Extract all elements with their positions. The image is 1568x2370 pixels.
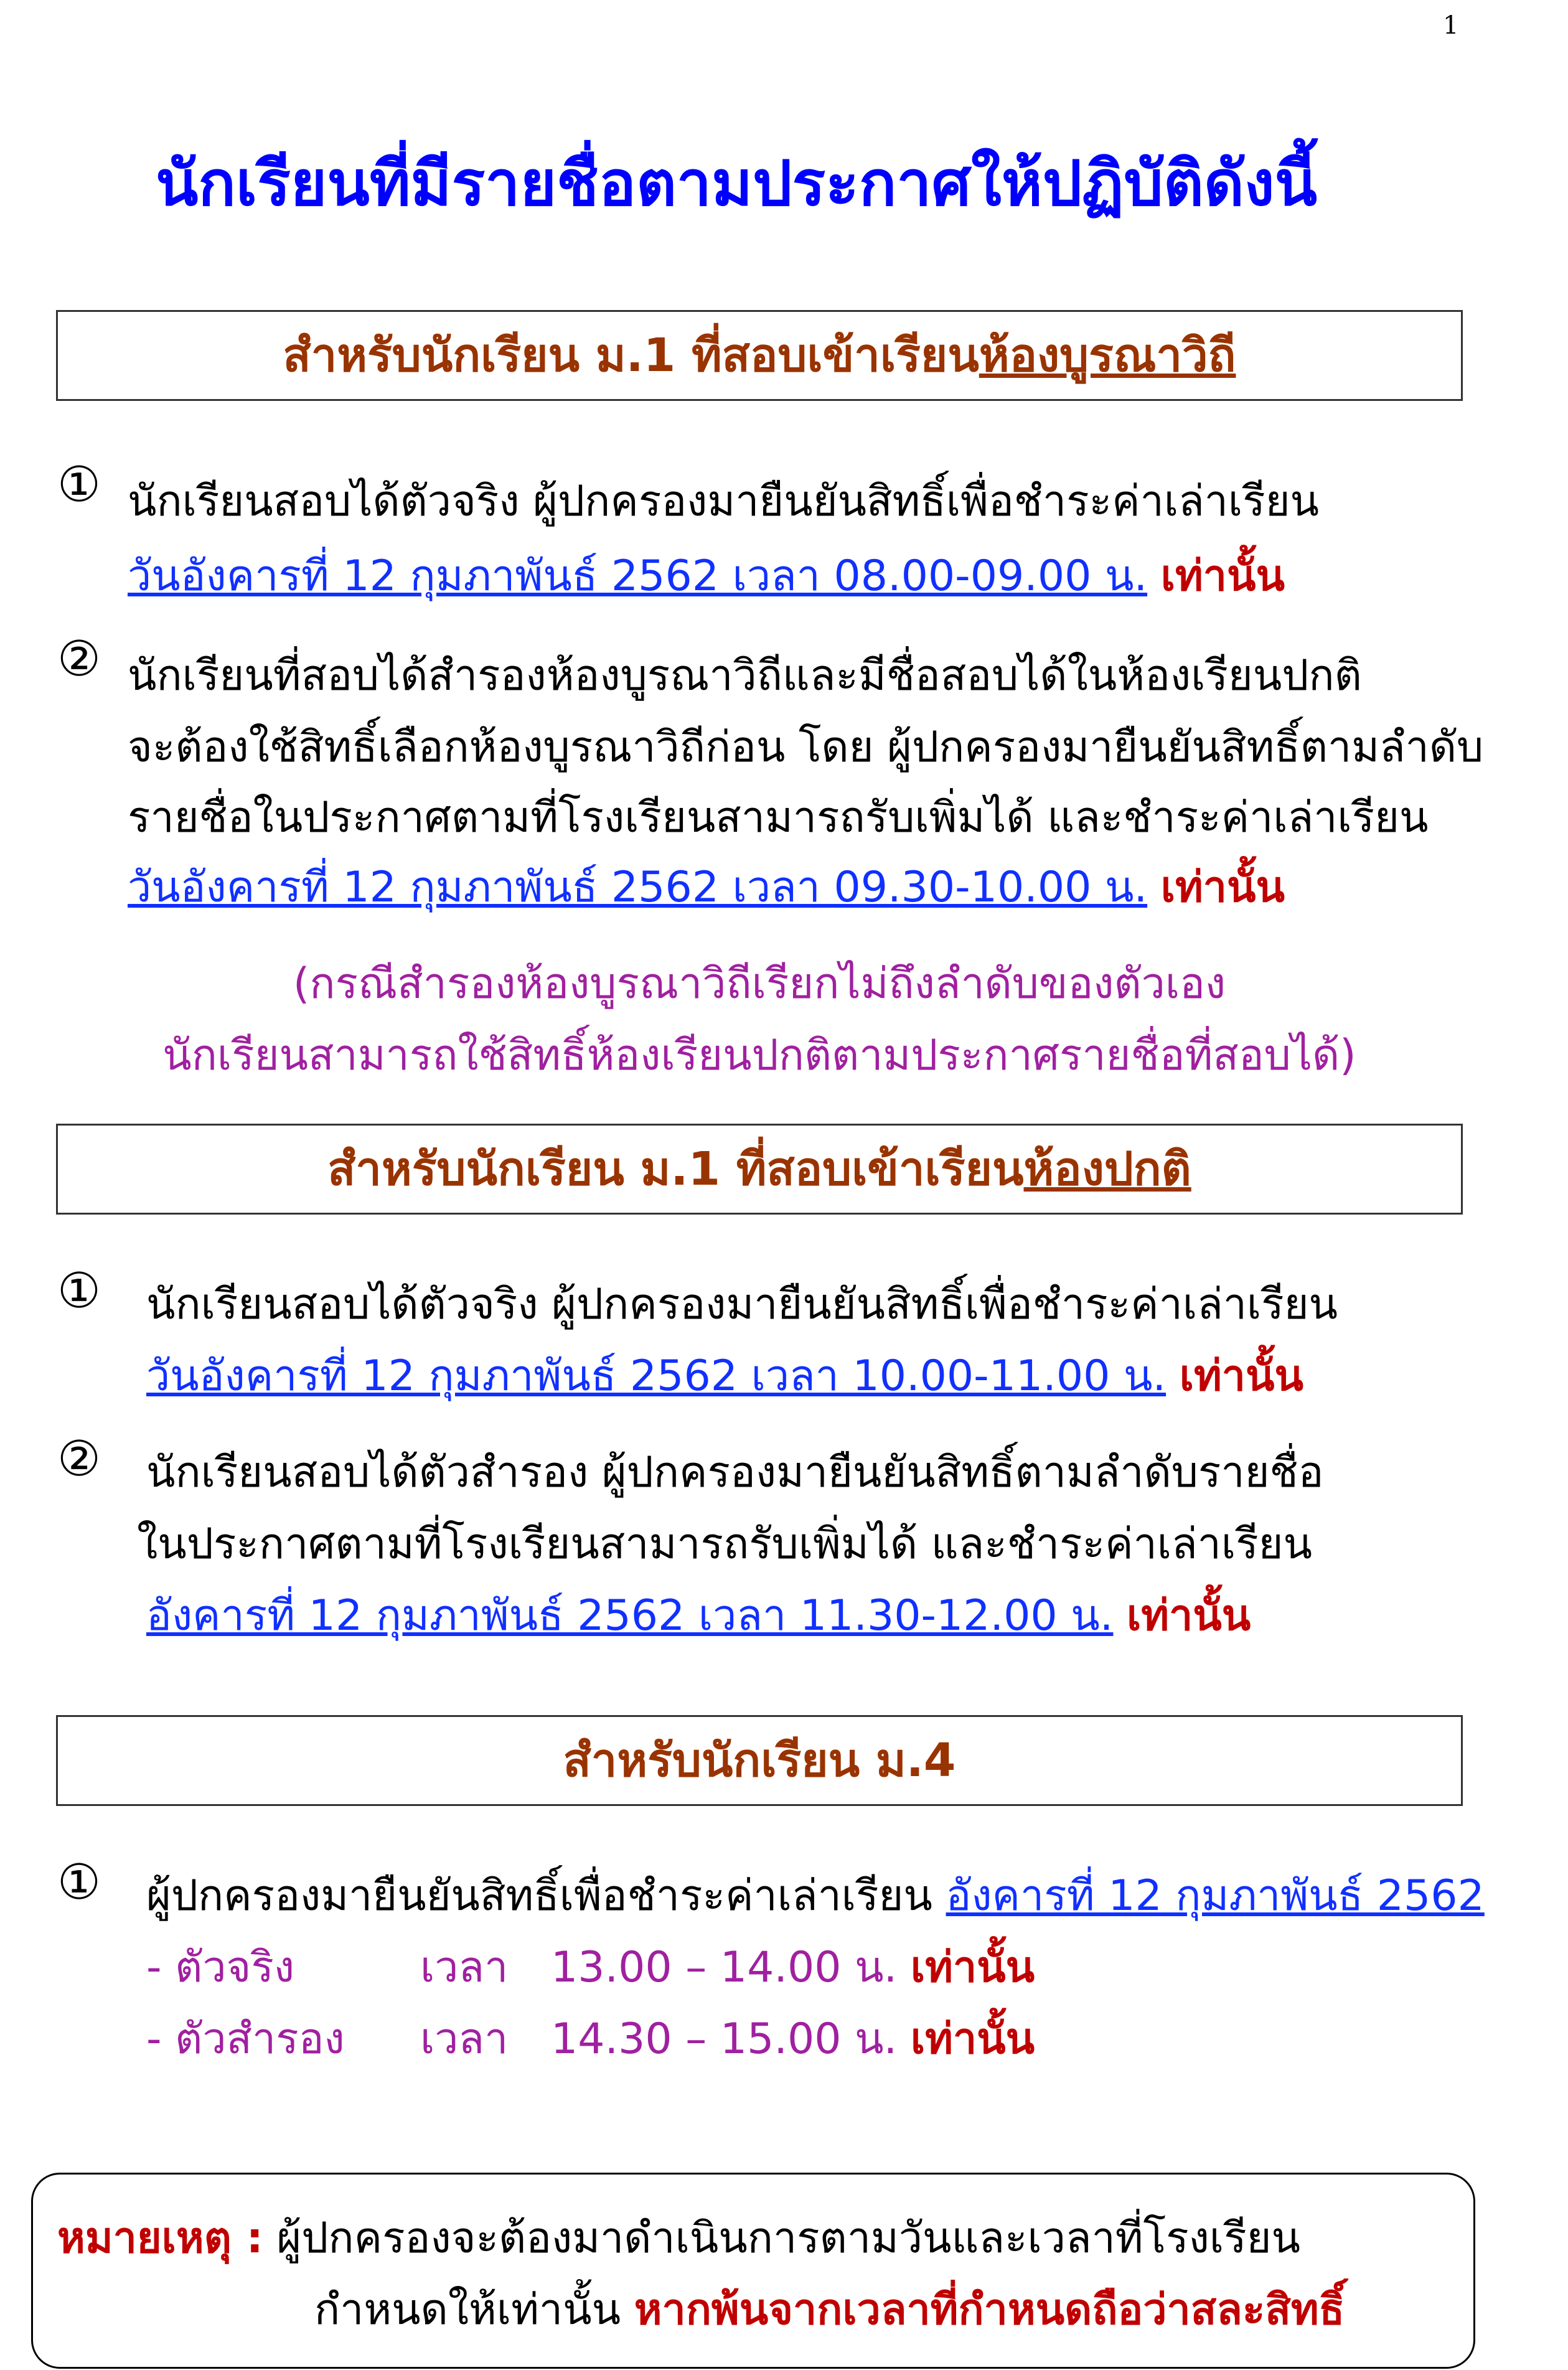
section2-item2-date-line bbox=[146, 1581, 1251, 1648]
section1-item1-date-line bbox=[128, 542, 1285, 609]
section1-item2-only: เท่านั้น bbox=[1160, 863, 1285, 912]
page-number: 1 bbox=[1443, 11, 1459, 40]
section1-note-line2: นักเรียนสามารถใช้สิทธิ์ห้องเรียนปกติตามประกาศรายชื่อที่สอบได้) bbox=[162, 1031, 1356, 1080]
section2-item2-only: เท่านั้น bbox=[1127, 1591, 1251, 1640]
section3-header-box bbox=[56, 1715, 1463, 1806]
section2-item2-marker: ② bbox=[57, 1431, 101, 1487]
section2-item2-date-link[interactable]: อังคารที่ 12 กุมภาพันธ์ 2562 เวลา 11.30-12.00 น. bbox=[146, 1591, 1114, 1640]
section3-row-reserve bbox=[146, 2005, 1035, 2072]
remark-text2-bold: หากพ้นจากเวลาที่กำหนดถือว่าสละสิทธิ์ bbox=[634, 2285, 1345, 2335]
section3-row-reserve-time-label: เวลา bbox=[420, 2015, 509, 2064]
remark-label: หมายเหตุ : bbox=[57, 2214, 263, 2263]
section3-row-main-only: เท่านั้น bbox=[910, 1943, 1035, 1992]
section3-row-main-time-label: เวลา bbox=[420, 1943, 509, 1992]
section1-header-box bbox=[56, 310, 1463, 401]
section2-item2-line1: นักเรียนสอบได้ตัวสำรอง ผู้ปกครองมายืนยันสิทธิ์ตามลำดับรายชื่อ bbox=[146, 1448, 1324, 1497]
section1-header-room: ห้องบูรณาวิถี bbox=[979, 329, 1236, 382]
section3-row-reserve-only: เท่านั้น bbox=[910, 2015, 1035, 2064]
section2-item1-line1: นักเรียนสอบได้ตัวจริง ผู้ปกครองมายืนยันสิทธิ์เพื่อชำระค่าเล่าเรียน bbox=[146, 1280, 1338, 1329]
section1-item1-only: เท่านั้น bbox=[1160, 552, 1285, 601]
section2-header bbox=[58, 1126, 1461, 1213]
remark-line1 bbox=[57, 2204, 1300, 2271]
section1-item2-date-line bbox=[128, 853, 1285, 920]
section2-item1-date-link[interactable]: วันอังคารที่ 12 กุมภาพันธ์ 2562 เวลา 10.00-11.00 น. bbox=[146, 1352, 1167, 1401]
remark-text2: กำหนดให้เท่านั้น bbox=[314, 2285, 621, 2335]
section3-row-reserve-time: 14.30 – 15.00 น. bbox=[551, 2015, 898, 2064]
section3-header: สำหรับนักเรียน ม.4 bbox=[563, 1734, 956, 1787]
section2-header-room: ห้องปกติ bbox=[1023, 1142, 1191, 1196]
section1-item2-marker: ② bbox=[57, 631, 101, 687]
section2-item1-only: เท่านั้น bbox=[1179, 1352, 1303, 1401]
section2-item2-line2: ในประกาศตามที่โรงเรียนสามารถรับเพิ่มได้ และชำระค่าเล่าเรียน bbox=[137, 1520, 1312, 1569]
section3-row-main-time: 13.00 – 14.00 น. bbox=[551, 1943, 898, 1992]
section1-header-prefix: สำหรับนักเรียน ม.1 ที่สอบเข้าเรียน bbox=[283, 329, 979, 382]
section2-item1-date-line bbox=[146, 1342, 1303, 1409]
section1-item1-date-link[interactable]: วันอังคารที่ 12 กุมภาพันธ์ 2562 เวลา 08.00-09.00 น. bbox=[128, 552, 1148, 601]
remark-text1: ผู้ปกครองจะต้องมาดำเนินการตามวันและเวลาที่โรงเรียน bbox=[276, 2214, 1300, 2263]
section1-item2-line1: นักเรียนที่สอบได้สำรองห้องบูรณาวิถีและมีชื่อสอบได้ในห้องเรียนปกติ bbox=[128, 651, 1362, 700]
section1-note-line1: (กรณีสำรองห้องบูรณาวิถีเรียกไม่ถึงลำดับของตัวเอง bbox=[293, 959, 1226, 1009]
section2-header-box bbox=[56, 1124, 1463, 1215]
section3-item1-text: ผู้ปกครองมายืนยันสิทธิ์เพื่อชำระค่าเล่าเรียน bbox=[146, 1871, 932, 1921]
section3-row-main bbox=[146, 1933, 1035, 2000]
section1-header bbox=[58, 312, 1461, 399]
remark-line2 bbox=[314, 2275, 1345, 2343]
section1-item2-line2: จะต้องใช้สิทธิ์เลือกห้องบูรณาวิถีก่อน โดย ผู้ปกครองมายืนยันสิทธิ์ตามลำดับ bbox=[128, 723, 1484, 772]
section2-item1-marker: ① bbox=[57, 1263, 101, 1319]
page-title: นักเรียนที่มีรายชื่อตามประกาศให้ปฏิบัติดังนี้ bbox=[156, 147, 1317, 220]
section1-item2-date-link[interactable]: วันอังคารที่ 12 กุมภาพันธ์ 2562 เวลา 09.30-10.00 น. bbox=[128, 863, 1148, 912]
section2-header-prefix: สำหรับนักเรียน ม.1 ที่สอบเข้าเรียน bbox=[327, 1142, 1024, 1196]
section3-item1-line1 bbox=[146, 1861, 1485, 1929]
section3-row-main-label: - ตัวจริง bbox=[146, 1943, 295, 1992]
section3-item1-marker: ① bbox=[57, 1855, 101, 1911]
section3-row-reserve-label: - ตัวสำรอง bbox=[146, 2015, 345, 2064]
section3-item1-date-link[interactable]: อังคารที่ 12 กุมภาพันธ์ 2562 bbox=[946, 1871, 1485, 1921]
section1-item1-line1: นักเรียนสอบได้ตัวจริง ผู้ปกครองมายืนยันสิทธิ์เพื่อชำระค่าเล่าเรียน bbox=[128, 477, 1320, 526]
section1-item2-line3: รายชื่อในประกาศตามที่โรงเรียนสามารถรับเพิ่มได้ และชำระค่าเล่าเรียน bbox=[128, 793, 1429, 842]
section1-item1-marker: ① bbox=[57, 457, 101, 513]
